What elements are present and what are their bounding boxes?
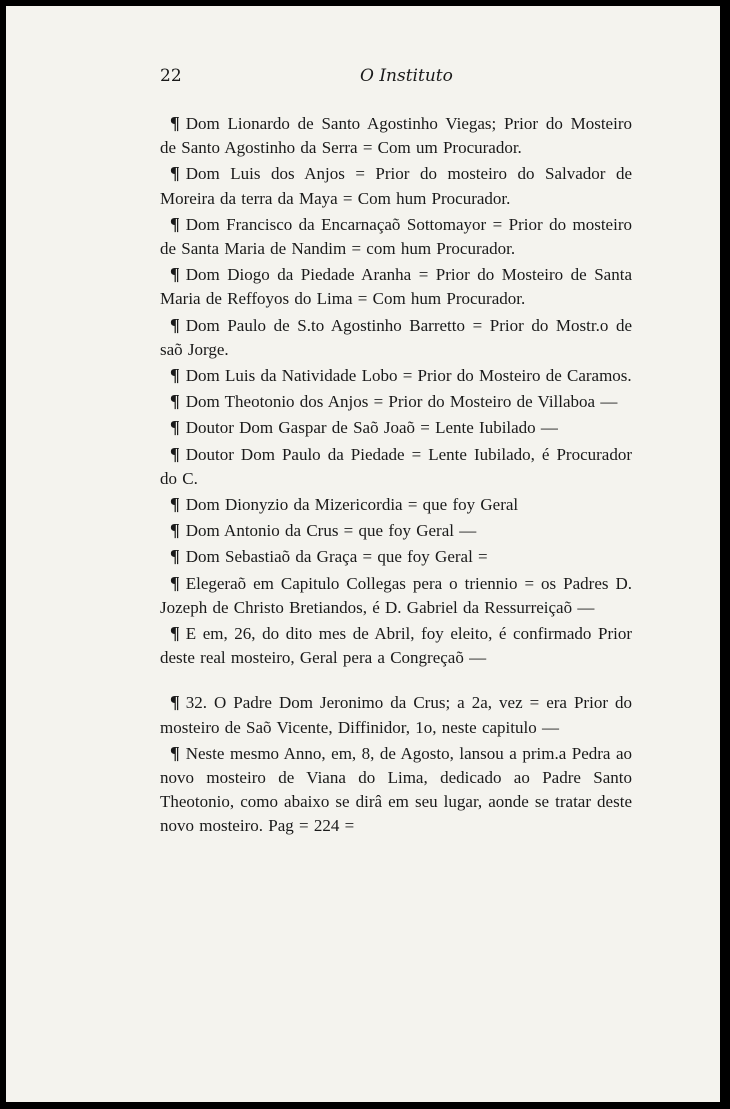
pilcrow-icon: ¶ xyxy=(170,742,180,763)
pilcrow-icon: ¶ xyxy=(170,572,180,593)
list-item xyxy=(160,690,632,739)
entry-text: Neste mesmo Anno, em, 8, de Agosto, lansou a prim.a Pedra ao novo mosteiro de Viana do Lima, dedicado ao Padre Santo Theotonio, como abaixo se dirâ em seu lugar, aonde se tratar deste novo mosteiro. Pag = 224 = xyxy=(160,743,632,836)
list-item xyxy=(160,313,632,362)
pilcrow-icon: ¶ xyxy=(170,113,180,133)
list-item xyxy=(160,363,632,388)
list-item xyxy=(160,415,632,440)
list-item xyxy=(160,212,632,261)
list-item xyxy=(160,389,632,414)
pilcrow-icon: ¶ xyxy=(170,314,180,335)
list-item xyxy=(160,518,632,543)
entry-text: Dom Dionyzio da Mizericordia = que foy Geral xyxy=(185,495,519,515)
page-number: 22 xyxy=(160,66,182,86)
list-item xyxy=(160,262,632,311)
entry-text: Dom Sebastiaõ da Graça = que foy Geral = xyxy=(185,547,488,567)
pilcrow-icon: ¶ xyxy=(170,443,180,464)
pilcrow-icon: ¶ xyxy=(170,546,180,567)
pilcrow-icon: ¶ xyxy=(170,623,180,644)
list-item xyxy=(160,621,632,670)
entry-text: Doutor Dom Gaspar de Saõ Joaõ = Lente Iubilado — xyxy=(185,418,558,438)
entry-text: Dom Paulo de S.to Agostinho Barretto = Prior do Mostr.o de saõ Jorge. xyxy=(160,315,632,359)
pilcrow-icon: ¶ xyxy=(170,417,180,438)
entry-text: Elegeraõ em Capitulo Collegas pera o triennio = os Padres D. Jozeph de Christo Bretiandos, é D. Gabriel da Ressurreiçaõ — xyxy=(160,573,632,617)
pilcrow-icon: ¶ xyxy=(170,391,180,412)
pilcrow-icon: ¶ xyxy=(170,213,180,234)
list-item xyxy=(160,161,632,210)
list-item xyxy=(160,571,632,620)
pilcrow-icon: ¶ xyxy=(170,692,180,713)
list-item xyxy=(160,741,632,839)
entry-text: Dom Luis da Natividade Lobo = Prior do Mosteiro de Caramos. xyxy=(185,366,632,386)
pilcrow-icon: ¶ xyxy=(170,520,180,541)
list-item xyxy=(160,111,632,160)
running-title: O Instituto xyxy=(360,66,453,86)
entry-text: Dom Francisco da Encarnaçaõ Sottomayor = Prior do mosteiro de Santa Maria de Nandim = com hum Procurador. xyxy=(160,214,632,259)
pilcrow-icon: ¶ xyxy=(170,365,180,386)
pilcrow-icon: ¶ xyxy=(170,264,180,285)
page-header xyxy=(160,66,630,90)
entry-text: 32. O Padre Dom Jeronimo da Crus; a 2a, vez = era Prior do mosteiro de Saõ Vicente, Diffinidor, 1o, neste capitulo — xyxy=(160,693,632,737)
list-item xyxy=(160,544,632,569)
pilcrow-icon: ¶ xyxy=(170,494,180,515)
list-item xyxy=(160,492,632,517)
pilcrow-icon: ¶ xyxy=(170,163,180,184)
document-page xyxy=(6,6,720,1102)
entry-text: Dom Lionardo de Santo Agostinho Viegas; Prior do Mosteiro de Santo Agostinho da Serra = Com um Procurador. xyxy=(160,114,632,158)
entries-list xyxy=(160,111,632,840)
entry-text: Dom Diogo da Piedade Aranha = Prior do Mosteiro de Santa Maria de Reffoyos do Lima = Com hum Procurador. xyxy=(160,265,632,309)
entry-text: Dom Theotonio dos Anjos = Prior do Mosteiro de Villaboa — xyxy=(185,392,618,412)
entry-text: Doutor Dom Paulo da Piedade = Lente Iubilado, é Procurador do C. xyxy=(160,444,632,488)
entry-text: Dom Antonio da Crus = que foy Geral — xyxy=(185,521,477,541)
entry-text: E em, 26, do dito mes de Abril, foy eleito, é confirmado Prior deste real mosteiro, Geral pera a Congreçaõ — xyxy=(160,624,632,668)
list-item xyxy=(160,442,632,491)
entry-text: Dom Luis dos Anjos = Prior do mosteiro do Salvador de Moreira da terra da Maya = Com hum Procurador. xyxy=(160,164,632,208)
